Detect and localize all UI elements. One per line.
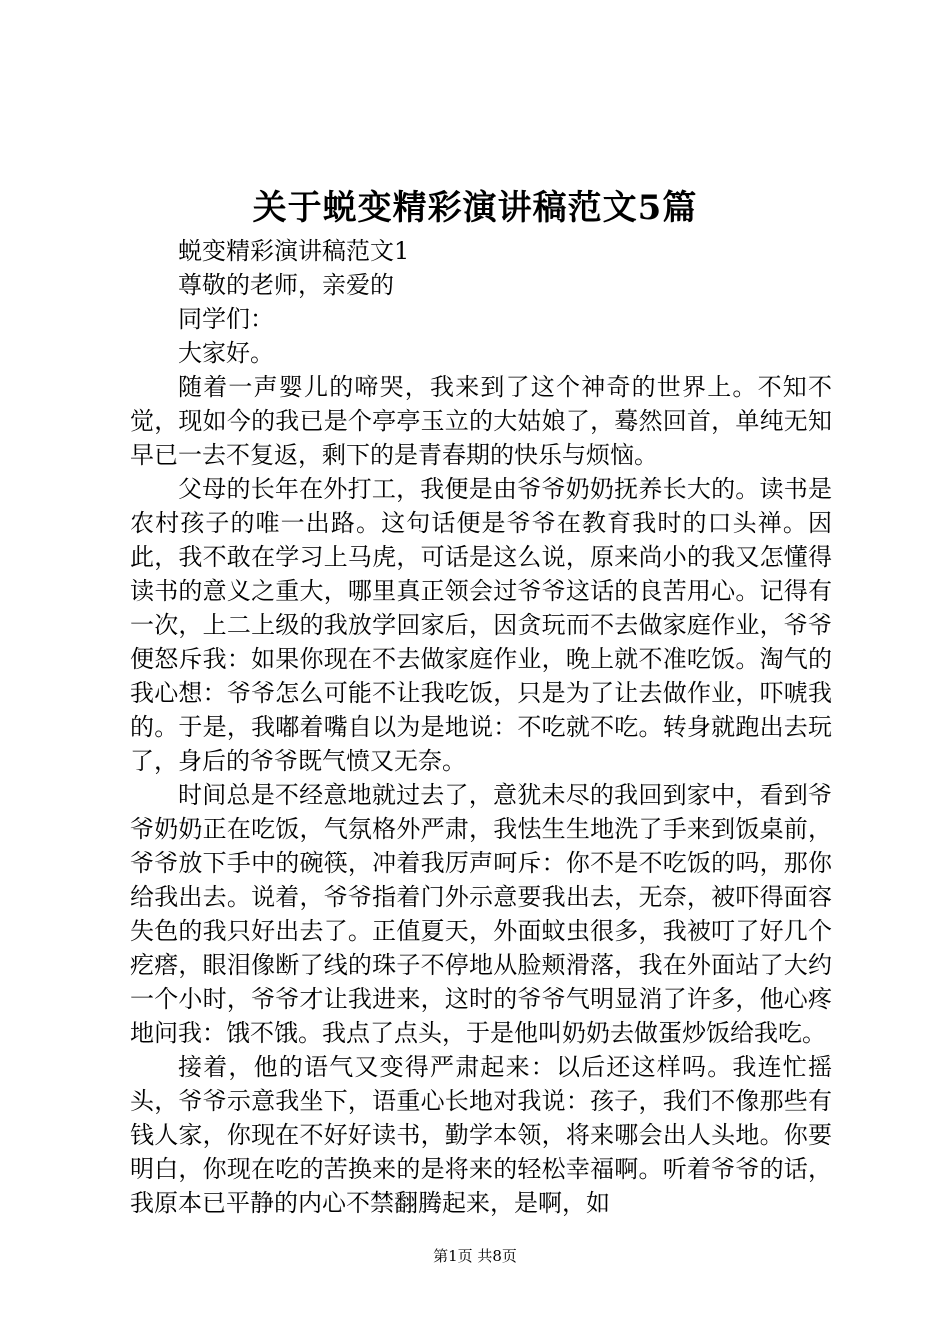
paragraph: 尊敬的老师，亲爱的 (178, 271, 394, 299)
paragraph: 大家好。 (178, 339, 274, 367)
paragraph: 时间总是不经意地就过去了，意犹未尽的我回到家中，看到爷爷奶奶正在吃饭，气氛格外严肃，我怯生生地洗了手来到饭桌前，爷爷放下手中的碗筷，冲着我厉声呵斥：你不是不吃饭的吗，那你给我出去。说着，爷爷指着门外示意要我出去，无奈，被吓得面容失色的我只好出去了。正值夏天，外面蚊虫很多，我被叮了好几个疙瘩，眼泪像断了线的珠子不停地从脸颊滑落，我在外面站了大约一个小时，爷爷才让我进来，这时的爷爷气明显消了许多，他心疼地问我：饿不饿。我点了点头，于是他叫奶奶去做蛋炒饭给我吃。 (130, 781, 832, 1047)
document-body (130, 234, 832, 1220)
paragraph: 随着一声婴儿的啼哭，我来到了这个神奇的世界上。不知不觉，现如今的我已是个亭亭玉立的大姑娘了，蓦然回首，单纯无知早已一去不复返，剩下的是青春期的快乐与烦恼。 (130, 373, 832, 469)
paragraph: 父母的长年在外打工，我便是由爷爷奶奶抚养长大的。读书是农村孩子的唯一出路。这句话便是爷爷在教育我时的口头禅。因此，我不敢在学习上马虎，可话是这么说，原来尚小的我又怎懂得读书的意义之重大，哪里真正领会过爷爷这话的良苦用心。记得有一次，上二上级的我放学回家后，因贪玩而不去做家庭作业，爷爷便怒斥我：如果你现在不去做家庭作业，晚上就不准吃饭。淘气的我心想：爷爷怎么可能不让我吃饭，只是为了让去做作业，吓唬我的。于是，我嘟着嘴自以为是地说：不吃就不吃。转身就跑出去玩了，身后的爷爷既气愤又无奈。 (130, 475, 832, 775)
paragraph: 接着，他的语气又变得严肃起来：以后还这样吗。我连忙摇头，爷爷示意我坐下，语重心长地对我说：孩子，我们不像那些有钱人家，你现在不好好读书，勤学本领，将来哪会出人头地。你要明白，你现在吃的苦换来的是将来的轻松幸福啊。听着爷爷的话，我原本已平静的内心不禁翻腾起来，是啊，如 (130, 1053, 832, 1217)
document-title: 关于蜕变精彩演讲稿范文5篇 (252, 188, 698, 228)
paragraph: 蜕变精彩演讲稿范文1 (178, 237, 410, 265)
page-footer: 第1页 共8页 (433, 1247, 517, 1265)
paragraph: 同学们： (178, 305, 274, 333)
